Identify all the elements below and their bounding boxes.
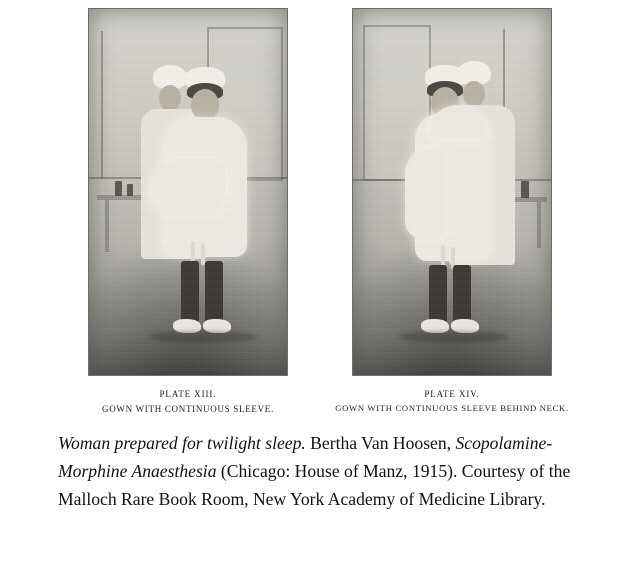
plate-xiii-description: GOWN WITH CONTINUOUS SLEEVE. <box>102 403 274 414</box>
caption-title: Woman prepared for twilight sleep. <box>58 433 306 453</box>
plate-xiv-caption <box>335 388 569 415</box>
plate-xiv-number: PLATE XIV. <box>424 389 480 399</box>
plate-xiii-photograph <box>88 8 288 376</box>
photo-grain <box>89 9 287 375</box>
plate-xiv-description: GOWN WITH CONTINUOUS SLEEVE BEHIND NECK. <box>335 402 569 413</box>
caption-author: Bertha Van Hoosen, <box>305 433 456 453</box>
plate-figure-xiii <box>78 8 298 416</box>
plate-figure-xiv <box>335 8 569 415</box>
figure-caption <box>58 430 574 513</box>
plate-xiv-photograph <box>352 8 552 376</box>
caption-publication: (Chicago: House of Manz, 1915). Courtesy of the Malloch Rare Book Room, New York Academy of Medicine Library. <box>58 460 571 509</box>
plate-xiii-number: PLATE XIII. <box>159 389 217 399</box>
photo-grain <box>353 9 551 375</box>
caption-work-title: Scopolamine-Morphine Anaesthesia <box>58 433 553 481</box>
plate-xiii-caption <box>102 388 274 416</box>
